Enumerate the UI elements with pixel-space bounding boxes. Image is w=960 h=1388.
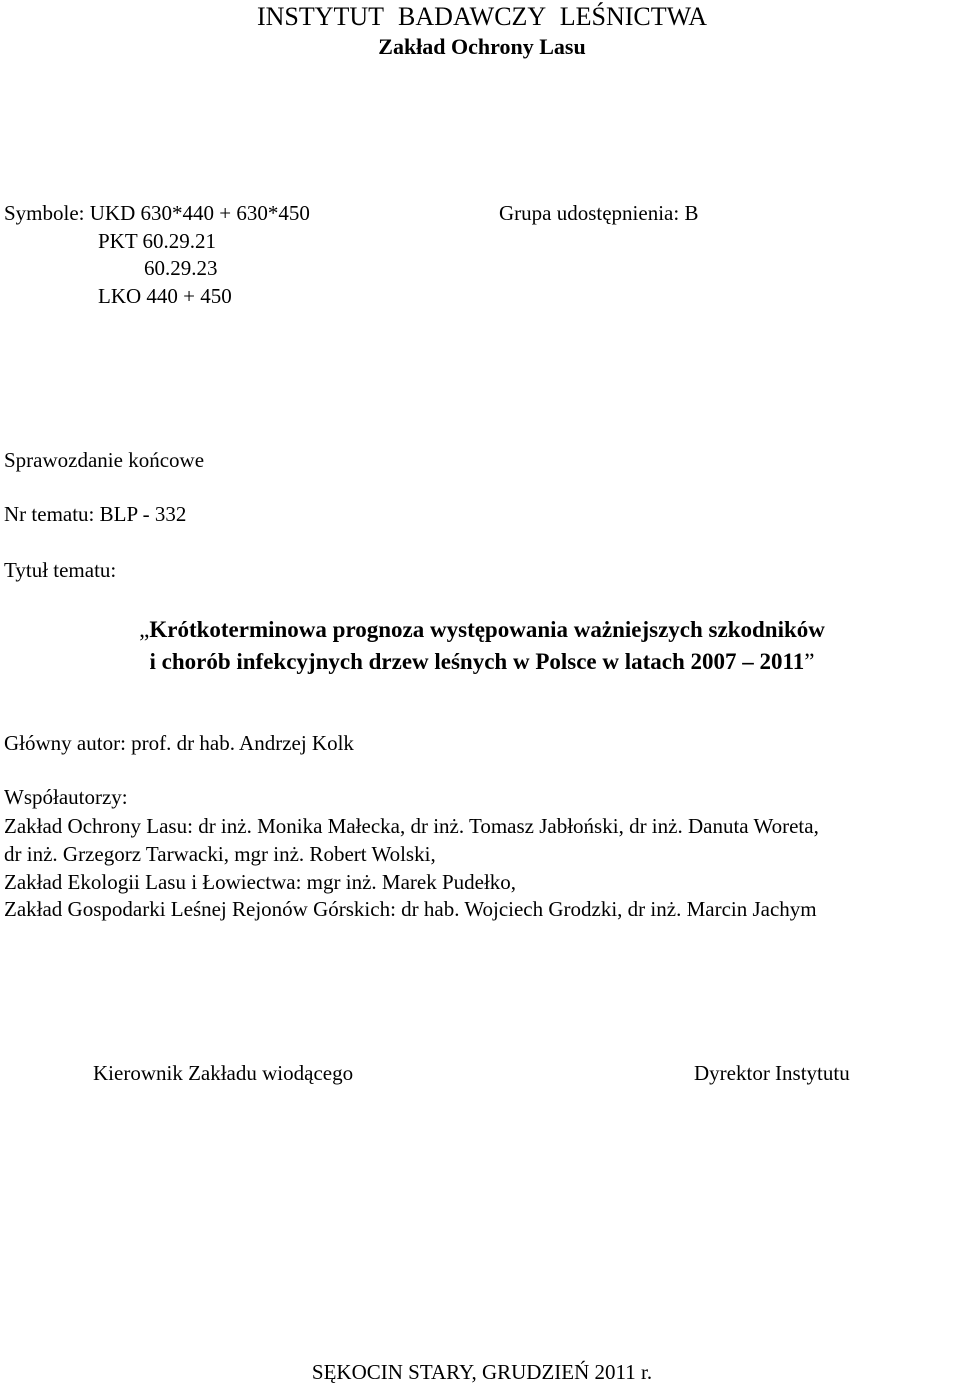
report-title-line-1 <box>0 614 960 646</box>
signature-director: Dyrektor Instytutu <box>694 1061 850 1085</box>
access-group: Grupa udostępnienia: B <box>499 201 699 225</box>
report-type: Sprawozdanie końcowe <box>4 448 205 472</box>
open-quote: „ <box>139 617 150 642</box>
symbols-line-1: Symbole: UKD 630*440 + 630*450 <box>4 201 310 225</box>
close-quote: ” <box>804 649 815 674</box>
title-text-1: Krótkoterminowa prognoza występowania ważniejszych szkodników <box>149 617 825 642</box>
coauthors-line-4: Zakład Gospodarki Leśnej Rejonów Górskich: dr hab. Wojciech Grodzki, dr inż. Marcin Jachym <box>4 897 817 921</box>
title-text-2: i chorób infekcyjnych drzew leśnych w Polsce w latach 2007 – 2011 <box>149 649 805 674</box>
coauthors-label: Współautorzy: <box>4 785 128 809</box>
coauthors-line-1: Zakład Ochrony Lasu: dr inż. Monika Małecka, dr inż. Tomasz Jabłoński, dr inż. Danuta Woreta, <box>4 814 819 838</box>
topic-title-label: Tytuł tematu: <box>4 558 117 582</box>
institute-name: INSTYTUT BADAWCZY LEŚNICTWA <box>256 2 708 31</box>
department-name: Zakład Ochrony Lasu <box>378 34 586 59</box>
coauthors-line-2: dr inż. Grzegorz Tarwacki, mgr inż. Robert Wolski, <box>4 842 436 866</box>
main-author: Główny autor: prof. dr hab. Andrzej Kolk <box>4 731 354 755</box>
coauthors-line-3: Zakład Ekologii Lasu i Łowiectwa: mgr inż. Marek Pudełko, <box>4 870 517 894</box>
symbols-line-2: PKT 60.29.21 <box>98 229 217 253</box>
place-and-date: SĘKOCIN STARY, GRUDZIEŃ 2011 r. <box>311 1360 653 1384</box>
symbols-line-4: LKO 440 + 450 <box>98 284 232 308</box>
report-title-line-2 <box>0 646 960 678</box>
topic-number: Nr tematu: BLP - 332 <box>4 502 187 526</box>
symbols-line-3: 60.29.23 <box>144 256 218 280</box>
signature-department-head: Kierownik Zakładu wiodącego <box>93 1061 354 1085</box>
